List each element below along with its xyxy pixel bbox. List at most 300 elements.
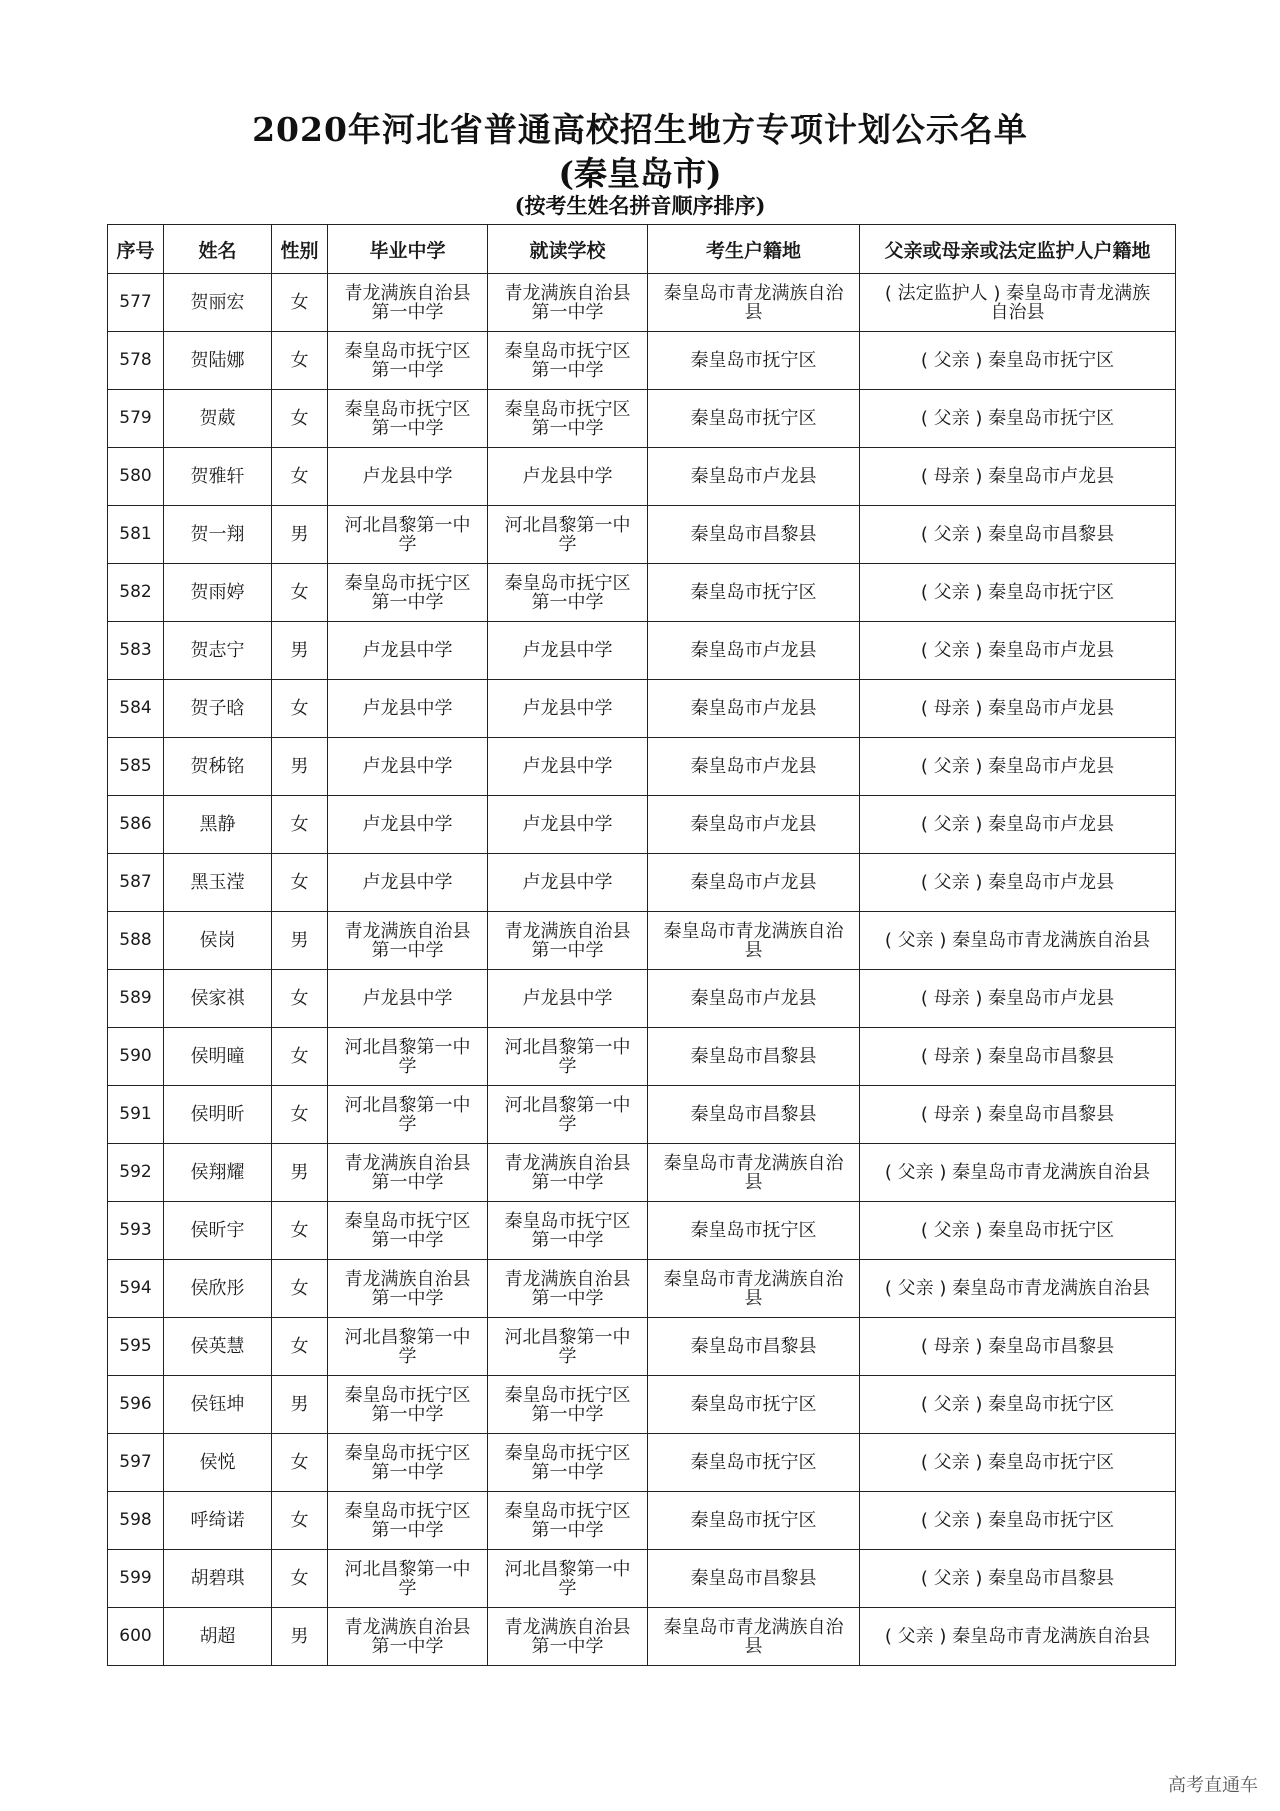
cell-guardian-hukou-line1: ( 父亲 ) 秦皇岛市卢龙县 [920,756,1115,777]
table-row [108,796,1176,854]
cell-hukou-line1: 秦皇岛市卢龙县 [690,988,817,1009]
cell-grad-school-line1: 青龙满族自治县 [344,1152,471,1174]
cell-grad-school-line2: 第一中学 [371,1519,444,1541]
cell-grad-school-line2: 第一中学 [371,1229,444,1251]
cell-study-school [488,1202,648,1260]
cell-guardian-hukou-line1: ( 父亲 ) 秦皇岛市卢龙县 [920,872,1115,893]
cell-grad-school [328,680,488,738]
cell-hukou-line1: 秦皇岛市昌黎县 [690,1104,817,1125]
cell-guardian-hukou [860,274,1176,332]
cell-study-school-line1: 秦皇岛市抚宁区 [504,572,631,594]
table-row [108,1028,1176,1086]
cell-sex: 女 [272,854,328,912]
cell-no: 579 [108,390,164,448]
cell-grad-school [328,1028,488,1086]
cell-sex: 女 [272,274,328,332]
cell-grad-school [328,622,488,680]
cell-sex: 女 [272,332,328,390]
table-row [108,448,1176,506]
cell-grad-school-line2: 第一中学 [371,939,444,961]
cell-study-school [488,1608,648,1666]
cell-hukou-line2: 县 [744,1171,763,1193]
page-subtitle: (秦皇岛市) [558,154,722,193]
cell-grad-school-line2: 第一中学 [371,1403,444,1425]
table-row [108,854,1176,912]
cell-guardian-hukou-line1: ( 父亲 ) 秦皇岛市抚宁区 [920,1394,1115,1415]
header-guardian-hukou: 父亲或母亲或法定监护人户籍地 [860,225,1176,274]
cell-hukou-line1: 秦皇岛市青龙满族自治 [663,1616,844,1638]
cell-hukou [648,1144,860,1202]
cell-grad-school-line2: 第一中学 [371,359,444,381]
cell-study-school-line2: 学 [558,1345,577,1367]
cell-study-school-line1: 青龙满族自治县 [504,282,631,304]
cell-sex: 女 [272,1318,328,1376]
cell-guardian-hukou-line1: ( 父亲 ) 秦皇岛市抚宁区 [920,582,1115,603]
table-row [108,1608,1176,1666]
cell-grad-school-line2: 学 [398,1113,417,1135]
cell-study-school [488,854,648,912]
cell-guardian-hukou [860,680,1176,738]
cell-name: 侯英慧 [164,1318,272,1376]
cell-name: 侯明曈 [164,1028,272,1086]
cell-grad-school-line1: 卢龙县中学 [362,988,453,1009]
cell-name: 贺志宁 [164,622,272,680]
cell-guardian-hukou-line1: ( 父亲 ) 秦皇岛市青龙满族自治县 [884,1626,1151,1647]
cell-hukou-line1: 秦皇岛市抚宁区 [690,408,817,429]
sort-note: (按考生姓名拼音顺序排序) [514,193,766,218]
cell-hukou [648,274,860,332]
cell-grad-school-line1: 秦皇岛市抚宁区 [344,1500,471,1522]
cell-grad-school-line1: 青龙满族自治县 [344,282,471,304]
cell-guardian-hukou [860,1318,1176,1376]
cell-hukou [648,1550,860,1608]
cell-hukou-line1: 秦皇岛市卢龙县 [690,756,817,777]
cell-guardian-hukou-line1: ( 法定监护人 ) 秦皇岛市青龙满族 [884,282,1151,304]
header-grad-school: 毕业中学 [328,225,488,274]
cell-study-school-line2: 第一中学 [531,1635,604,1657]
cell-study-school-line2: 学 [558,1113,577,1135]
cell-guardian-hukou [860,448,1176,506]
table-row [108,1202,1176,1260]
cell-study-school [488,1376,648,1434]
cell-name: 贺雅轩 [164,448,272,506]
cell-hukou [648,680,860,738]
cell-sex: 女 [272,970,328,1028]
cell-hukou-line1: 秦皇岛市抚宁区 [690,1452,817,1473]
cell-sex: 女 [272,1550,328,1608]
table-row [108,1550,1176,1608]
cell-study-school-line1: 秦皇岛市抚宁区 [504,1210,631,1232]
cell-hukou-line1: 秦皇岛市抚宁区 [690,350,817,371]
cell-guardian-hukou-line1: ( 父亲 ) 秦皇岛市抚宁区 [920,1220,1115,1241]
cell-no: 593 [108,1202,164,1260]
cell-hukou [648,970,860,1028]
cell-guardian-hukou-line1: ( 父亲 ) 秦皇岛市抚宁区 [920,1510,1115,1531]
cell-name: 贺陆娜 [164,332,272,390]
cell-grad-school-line2: 第一中学 [371,1635,444,1657]
cell-name: 贺雨婷 [164,564,272,622]
cell-hukou-line1: 秦皇岛市抚宁区 [690,1220,817,1241]
cell-grad-school-line1: 秦皇岛市抚宁区 [344,1210,471,1232]
cell-sex: 女 [272,1202,328,1260]
cell-grad-school-line1: 卢龙县中学 [362,698,453,719]
cell-study-school [488,1550,648,1608]
cell-no: 580 [108,448,164,506]
cell-hukou [648,738,860,796]
cell-grad-school [328,1492,488,1550]
header-hukou: 考生户籍地 [648,225,860,274]
cell-study-school-line1: 河北昌黎第一中 [504,1036,631,1058]
cell-study-school [488,738,648,796]
cell-grad-school-line1: 卢龙县中学 [362,466,453,487]
cell-guardian-hukou-line1: ( 母亲 ) 秦皇岛市昌黎县 [920,1336,1115,1357]
cell-hukou [648,854,860,912]
cell-guardian-hukou [860,622,1176,680]
cell-study-school [488,506,648,564]
cell-hukou [648,1028,860,1086]
cell-study-school-line2: 第一中学 [531,939,604,961]
cell-grad-school-line1: 卢龙县中学 [362,756,453,777]
cell-guardian-hukou [860,796,1176,854]
cell-study-school-line2: 第一中学 [531,1287,604,1309]
cell-sex: 女 [272,1434,328,1492]
cell-hukou-line1: 秦皇岛市卢龙县 [690,872,817,893]
cell-guardian-hukou [860,1028,1176,1086]
cell-grad-school-line2: 学 [398,1577,417,1599]
cell-study-school [488,622,648,680]
cell-study-school-line1: 秦皇岛市抚宁区 [504,1500,631,1522]
cell-sex: 男 [272,1608,328,1666]
cell-study-school [488,448,648,506]
cell-study-school [488,1086,648,1144]
cell-hukou [648,622,860,680]
cell-study-school [488,1318,648,1376]
cell-sex: 女 [272,1028,328,1086]
cell-sex: 男 [272,622,328,680]
cell-study-school-line1: 河北昌黎第一中 [504,514,631,536]
table-row [108,1376,1176,1434]
cell-grad-school-line2: 学 [398,533,417,555]
cell-grad-school-line2: 学 [398,1345,417,1367]
cell-sex: 男 [272,1144,328,1202]
cell-guardian-hukou [860,1260,1176,1318]
cell-grad-school [328,796,488,854]
cell-hukou-line1: 秦皇岛市抚宁区 [690,1510,817,1531]
cell-study-school-line1: 卢龙县中学 [522,640,613,661]
table-row [108,1260,1176,1318]
cell-sex: 女 [272,1086,328,1144]
cell-hukou-line1: 秦皇岛市卢龙县 [690,640,817,661]
cell-study-school-line1: 卢龙县中学 [522,756,613,777]
header-no: 序号 [108,225,164,274]
cell-study-school-line1: 青龙满族自治县 [504,1152,631,1174]
cell-grad-school-line1: 青龙满族自治县 [344,1616,471,1638]
cell-no: 586 [108,796,164,854]
cell-guardian-hukou-line1: ( 母亲 ) 秦皇岛市卢龙县 [920,988,1115,1009]
cell-grad-school-line2: 学 [398,1055,417,1077]
cell-study-school [488,390,648,448]
cell-grad-school [328,912,488,970]
cell-study-school-line1: 青龙满族自治县 [504,1268,631,1290]
cell-no: 599 [108,1550,164,1608]
cell-grad-school-line1: 河北昌黎第一中 [344,1036,471,1058]
cell-guardian-hukou-line1: ( 母亲 ) 秦皇岛市昌黎县 [920,1104,1115,1125]
cell-hukou-line1: 秦皇岛市昌黎县 [690,1568,817,1589]
cell-guardian-hukou [860,1492,1176,1550]
cell-hukou-line1: 秦皇岛市抚宁区 [690,1394,817,1415]
table-row [108,912,1176,970]
cell-grad-school-line1: 卢龙县中学 [362,872,453,893]
cell-hukou-line2: 县 [744,1635,763,1657]
cell-no: 596 [108,1376,164,1434]
cell-hukou-line1: 秦皇岛市昌黎县 [690,1336,817,1357]
cell-no: 577 [108,274,164,332]
cell-guardian-hukou [860,1608,1176,1666]
cell-study-school-line1: 河北昌黎第一中 [504,1558,631,1580]
cell-grad-school-line1: 河北昌黎第一中 [344,1558,471,1580]
cell-guardian-hukou-line1: ( 父亲 ) 秦皇岛市青龙满族自治县 [884,1278,1151,1299]
cell-guardian-hukou-line1: ( 父亲 ) 秦皇岛市卢龙县 [920,640,1115,661]
cell-hukou-line1: 秦皇岛市昌黎县 [690,524,817,545]
cell-study-school [488,1028,648,1086]
cell-guardian-hukou [860,912,1176,970]
cell-no: 592 [108,1144,164,1202]
cell-study-school [488,274,648,332]
cell-study-school-line2: 学 [558,1055,577,1077]
cell-no: 600 [108,1608,164,1666]
cell-grad-school [328,1434,488,1492]
cell-guardian-hukou [860,390,1176,448]
table-body [108,274,1176,1666]
cell-name: 侯家祺 [164,970,272,1028]
cell-guardian-hukou [860,1434,1176,1492]
cell-grad-school-line2: 第一中学 [371,591,444,613]
cell-name: 侯昕宇 [164,1202,272,1260]
cell-grad-school-line1: 河北昌黎第一中 [344,1094,471,1116]
page-title: 2020年河北省普通高校招生地方专项计划公示名单 [252,110,1028,149]
cell-no: 581 [108,506,164,564]
cell-study-school [488,1260,648,1318]
cell-grad-school-line2: 第一中学 [371,417,444,439]
cell-study-school-line2: 第一中学 [531,1519,604,1541]
cell-name: 侯岗 [164,912,272,970]
cell-grad-school [328,1202,488,1260]
cell-name: 黑玉滢 [164,854,272,912]
cell-name: 贺一翔 [164,506,272,564]
cell-grad-school [328,506,488,564]
cell-guardian-hukou-line1: ( 母亲 ) 秦皇岛市卢龙县 [920,698,1115,719]
cell-grad-school [328,1260,488,1318]
cell-guardian-hukou-line1: ( 父亲 ) 秦皇岛市抚宁区 [920,408,1115,429]
cell-grad-school-line1: 秦皇岛市抚宁区 [344,572,471,594]
cell-study-school-line1: 河北昌黎第一中 [504,1326,631,1348]
cell-grad-school [328,1550,488,1608]
cell-study-school-line2: 第一中学 [531,1171,604,1193]
cell-sex: 男 [272,912,328,970]
cell-guardian-hukou-line1: ( 父亲 ) 秦皇岛市抚宁区 [920,1452,1115,1473]
cell-sex: 男 [272,506,328,564]
cell-study-school-line2: 第一中学 [531,1461,604,1483]
cell-sex: 女 [272,796,328,854]
cell-study-school-line2: 第一中学 [531,359,604,381]
cell-grad-school-line2: 第一中学 [371,1461,444,1483]
cell-grad-school [328,1608,488,1666]
cell-guardian-hukou [860,970,1176,1028]
cell-hukou [648,1434,860,1492]
cell-study-school-line1: 秦皇岛市抚宁区 [504,398,631,420]
cell-hukou [648,912,860,970]
cell-grad-school [328,564,488,622]
cell-guardian-hukou [860,1202,1176,1260]
cell-study-school [488,680,648,738]
cell-guardian-hukou [860,1550,1176,1608]
cell-no: 595 [108,1318,164,1376]
cell-guardian-hukou [860,854,1176,912]
cell-guardian-hukou-line2: 自治县 [990,301,1045,323]
cell-name: 黑静 [164,796,272,854]
cell-guardian-hukou-line1: ( 父亲 ) 秦皇岛市青龙满族自治县 [884,930,1151,951]
cell-grad-school-line2: 第一中学 [371,1171,444,1193]
cell-hukou [648,1202,860,1260]
cell-grad-school [328,448,488,506]
cell-study-school-line2: 第一中学 [531,1403,604,1425]
cell-guardian-hukou-line1: ( 父亲 ) 秦皇岛市昌黎县 [920,524,1115,545]
cell-study-school-line1: 卢龙县中学 [522,872,613,893]
cell-no: 587 [108,854,164,912]
cell-guardian-hukou [860,1144,1176,1202]
cell-hukou [648,1086,860,1144]
cell-study-school [488,332,648,390]
cell-guardian-hukou [860,506,1176,564]
cell-hukou-line1: 秦皇岛市青龙满族自治 [663,282,844,304]
admission-list-table [107,224,1176,1666]
cell-grad-school-line1: 秦皇岛市抚宁区 [344,398,471,420]
cell-grad-school [328,1144,488,1202]
cell-grad-school [328,970,488,1028]
cell-name: 胡超 [164,1608,272,1666]
cell-study-school-line1: 青龙满族自治县 [504,920,631,942]
cell-guardian-hukou-line1: ( 父亲 ) 秦皇岛市青龙满族自治县 [884,1162,1151,1183]
cell-grad-school [328,274,488,332]
cell-sex: 男 [272,1376,328,1434]
cell-grad-school-line1: 秦皇岛市抚宁区 [344,340,471,362]
table-row [108,1086,1176,1144]
cell-name: 呼绮诺 [164,1492,272,1550]
cell-grad-school [328,854,488,912]
cell-no: 588 [108,912,164,970]
cell-hukou-line2: 县 [744,1287,763,1309]
table-row [108,1434,1176,1492]
table-row [108,390,1176,448]
table-row [108,622,1176,680]
cell-hukou-line2: 县 [744,939,763,961]
cell-study-school-line1: 卢龙县中学 [522,698,613,719]
header-name: 姓名 [164,225,272,274]
table-row [108,1492,1176,1550]
cell-name: 贺丽宏 [164,274,272,332]
cell-guardian-hukou-line1: ( 父亲 ) 秦皇岛市卢龙县 [920,814,1115,835]
cell-guardian-hukou-line1: ( 母亲 ) 秦皇岛市卢龙县 [920,466,1115,487]
cell-study-school-line1: 秦皇岛市抚宁区 [504,1384,631,1406]
cell-grad-school-line1: 卢龙县中学 [362,814,453,835]
cell-hukou [648,564,860,622]
cell-hukou-line1: 秦皇岛市昌黎县 [690,1046,817,1067]
cell-study-school-line2: 第一中学 [531,591,604,613]
cell-grad-school [328,738,488,796]
cell-grad-school-line1: 卢龙县中学 [362,640,453,661]
cell-study-school [488,564,648,622]
cell-hukou [648,390,860,448]
table-row [108,332,1176,390]
cell-hukou [648,796,860,854]
cell-no: 591 [108,1086,164,1144]
cell-no: 590 [108,1028,164,1086]
cell-grad-school [328,1318,488,1376]
cell-grad-school [328,332,488,390]
cell-grad-school-line1: 河北昌黎第一中 [344,1326,471,1348]
cell-grad-school-line1: 秦皇岛市抚宁区 [344,1384,471,1406]
table-row [108,970,1176,1028]
cell-name: 贺葳 [164,390,272,448]
cell-study-school-line1: 卢龙县中学 [522,466,613,487]
cell-name: 侯欣彤 [164,1260,272,1318]
cell-grad-school [328,1376,488,1434]
cell-name: 侯钰坤 [164,1376,272,1434]
table-row [108,1318,1176,1376]
cell-no: 585 [108,738,164,796]
cell-guardian-hukou [860,738,1176,796]
cell-sex: 女 [272,448,328,506]
header-study-school: 就读学校 [488,225,648,274]
cell-sex: 男 [272,738,328,796]
cell-hukou [648,332,860,390]
cell-hukou [648,1376,860,1434]
cell-guardian-hukou-line1: ( 母亲 ) 秦皇岛市昌黎县 [920,1046,1115,1067]
cell-guardian-hukou-line1: ( 父亲 ) 秦皇岛市抚宁区 [920,350,1115,371]
cell-hukou [648,1492,860,1550]
cell-study-school-line1: 秦皇岛市抚宁区 [504,1442,631,1464]
cell-hukou-line1: 秦皇岛市青龙满族自治 [663,920,844,942]
cell-study-school [488,1492,648,1550]
cell-study-school [488,1434,648,1492]
cell-sex: 女 [272,1260,328,1318]
table-row [108,680,1176,738]
cell-no: 582 [108,564,164,622]
cell-grad-school [328,1086,488,1144]
cell-name: 侯翔耀 [164,1144,272,1202]
cell-study-school-line1: 卢龙县中学 [522,988,613,1009]
cell-hukou-line1: 秦皇岛市卢龙县 [690,466,817,487]
cell-hukou [648,506,860,564]
cell-sex: 女 [272,680,328,738]
table-header-row [108,225,1176,274]
cell-hukou-line2: 县 [744,301,763,323]
cell-study-school-line2: 学 [558,1577,577,1599]
cell-grad-school-line1: 青龙满族自治县 [344,920,471,942]
cell-name: 侯悦 [164,1434,272,1492]
table-row [108,274,1176,332]
cell-study-school-line1: 河北昌黎第一中 [504,1094,631,1116]
cell-study-school-line2: 第一中学 [531,417,604,439]
cell-grad-school-line1: 秦皇岛市抚宁区 [344,1442,471,1464]
cell-study-school [488,912,648,970]
cell-hukou [648,1318,860,1376]
cell-study-school-line2: 学 [558,533,577,555]
cell-study-school-line1: 卢龙县中学 [522,814,613,835]
cell-hukou-line1: 秦皇岛市卢龙县 [690,698,817,719]
cell-hukou-line1: 秦皇岛市青龙满族自治 [663,1152,844,1174]
cell-study-school-line2: 第一中学 [531,301,604,323]
